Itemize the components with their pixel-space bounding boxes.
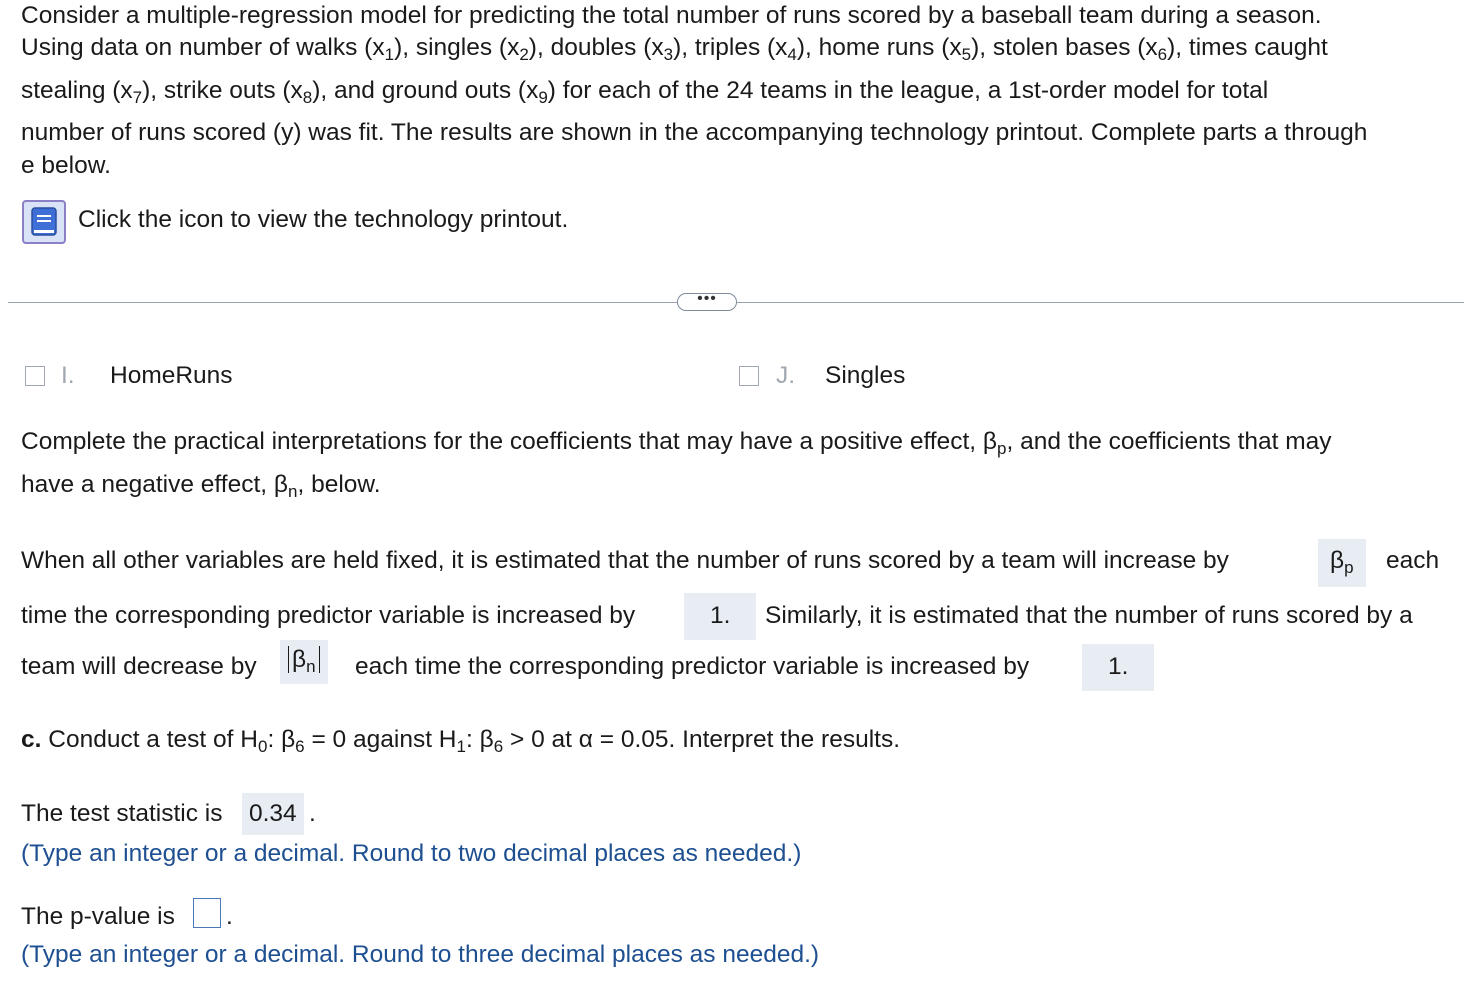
- interp-line-3a: team will decrease by: [21, 653, 257, 680]
- answer-abs-beta-n[interactable]: $\beta_n$: [280, 640, 328, 684]
- p-value-label: The p-value is: [21, 903, 175, 930]
- p-value-hint: (Type an integer or a decimal. Round to three decimal places as needed.): [21, 941, 820, 968]
- checkbox-option-i[interactable]: [25, 366, 45, 386]
- interp-prompt-line-2: have a negative effect, $\beta_n$, below.: [21, 471, 381, 501]
- test-stat-period: .: [309, 800, 316, 827]
- option-label-j: Singles: [825, 362, 906, 389]
- intro-line-3: stealing $(x_7)$, strike outs $(x_8)$, and ground outs $(x_9)$ for each of the 24 teams in the league, a 1st-order model for total: [21, 77, 1269, 107]
- answer-beta-p[interactable]: $\beta_p$: [1318, 539, 1366, 587]
- printout-link[interactable]: Click the icon to view the technology printout.: [78, 206, 569, 233]
- interp-line-3b: each time the corresponding predictor variable is increased by: [355, 653, 1030, 680]
- intro-line-2: Using data on number of walks $(x_1)$, singles $(x_2)$, doubles $(x_3)$, triples $(x_4)$, home runs $(x_5)$, stolen bases $(x_6)$, times caught: [21, 34, 1328, 64]
- p-value-period: .: [226, 903, 233, 930]
- expand-more-button[interactable]: •••: [677, 293, 737, 311]
- part-c-question: c. Conduct a test of $H_0$: $\beta_6 = 0$ against $H_1$: $\beta_6 > 0$ at α = 0.05. Interpret the results.: [21, 726, 901, 756]
- test-stat-label: The test statistic is: [21, 800, 223, 827]
- interp-each: each: [1386, 547, 1440, 574]
- intro-line-4: number of runs scored (y) was fit. The results are shown in the accompanying technology printout. Complete parts a through: [21, 119, 1368, 146]
- intro-line-5: e below.: [21, 152, 111, 179]
- interp-line-2b: Similarly, it is estimated that the number of runs scored by a: [765, 602, 1413, 629]
- interp-prompt-line-1: Complete the practical interpretations for the coefficients that may have a positive effect, $\beta_p$, and the coefficients that may: [21, 428, 1332, 458]
- book-icon[interactable]: [22, 200, 66, 244]
- option-label-i: HomeRuns: [110, 362, 233, 389]
- test-stat-hint: (Type an integer or a decimal. Round to two decimal places as needed.): [21, 840, 802, 867]
- option-letter-i: I.: [61, 362, 75, 389]
- option-letter-j: J.: [776, 362, 796, 389]
- interp-line-2a: time the corresponding predictor variable is increased by: [21, 602, 636, 629]
- checkbox-option-j[interactable]: [739, 366, 759, 386]
- p-value-input[interactable]: [193, 898, 221, 929]
- answer-increment-2[interactable]: 1.: [1082, 644, 1154, 691]
- intro-line-1: Consider a multiple-regression model for predicting the total number of runs scored by a baseball team during a season.: [21, 2, 1322, 29]
- interp-line-1: When all other variables are held fixed, it is estimated that the number of runs scored by a team will increase by: [21, 547, 1229, 574]
- answer-increment-1[interactable]: 1.: [684, 593, 756, 640]
- test-stat-answer[interactable]: 0.34: [242, 793, 304, 835]
